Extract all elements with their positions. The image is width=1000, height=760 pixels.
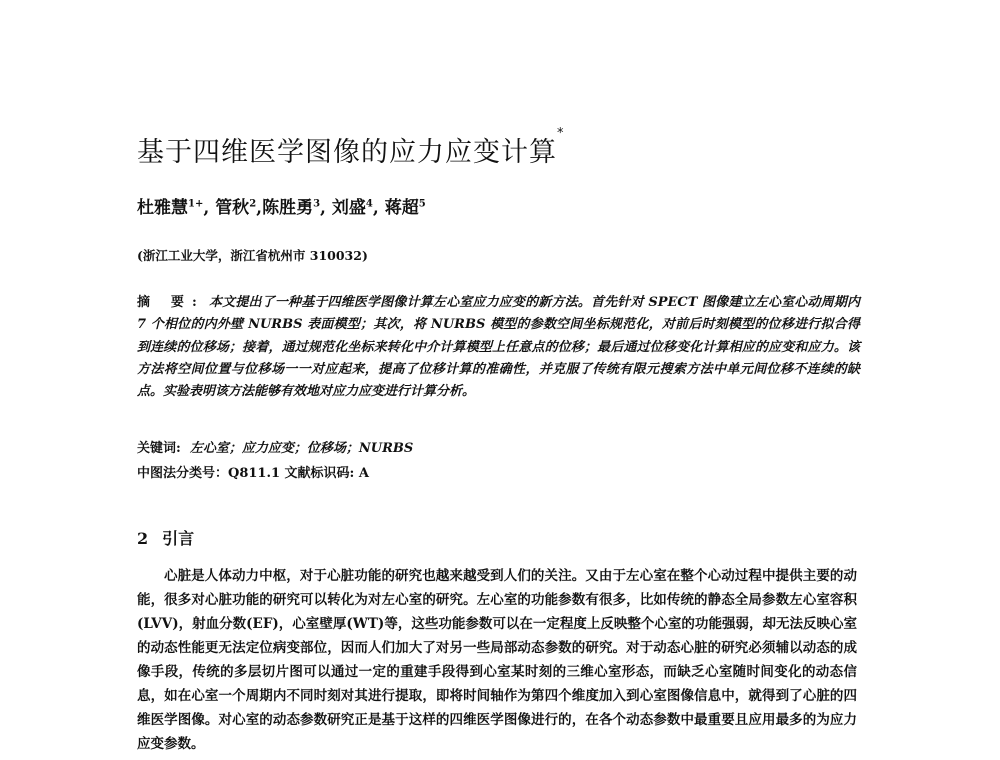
section-title: 引言 <box>162 529 195 548</box>
author-name: 杜雅慧 <box>137 198 188 218</box>
author-sup: 5 <box>418 198 426 210</box>
paper-title <box>137 126 565 169</box>
author-sup: 4 <box>365 198 373 210</box>
abstract-label: 摘 要: <box>137 295 205 310</box>
author-sup: 3 <box>313 198 321 210</box>
body-paragraph: 心脏是人体动力中枢，对于心脏功能的研究也越来越受到人们的关注。又由于左心室在整个心动过程中提供主要的动能，很多对心脏功能的研究可以转化为对左心室的研究。左心室的功能参数有很多，比如传统的静态全局参数左心室容积(LVV)，射血分数(EF)，心室壁厚(WT)等，这些功能参数可以在一定程度上反映整个心室的功能强弱，却无法反映心室的动态性能更无法定位病变部位，因而人们加大了对另一些局部动态参数的研究。对于动态心脏的研究必须辅以动态的成像手段，传统的多层切片图可以通过一定的重建手段得到心室某时刻的三维心室形态，而缺乏心室随时间变化的动态信息，如在心室一个周期内不同时刻对其进行提取，即将时间轴作为第四个维度加入到心室图像信息中，就得到了心脏的四维医学图像。对心室的动态参数研究正是基于这样的四维医学图像进行的，在各个动态参数中最重要且应用最多的为应力应变参数。 <box>137 568 857 752</box>
section-number: 2 <box>137 529 149 548</box>
section-heading <box>137 526 194 549</box>
author-sup: 1+ <box>188 198 204 210</box>
title-text: 基于四维医学图像的应力应变计算 <box>137 137 557 168</box>
keywords <box>137 437 413 456</box>
keywords-text: 左心室；应力应变；位移场；NURBS <box>189 441 414 456</box>
author-name: 蒋超 <box>384 198 419 218</box>
abstract <box>137 292 860 403</box>
title-footnote-mark: * <box>557 126 565 141</box>
author-name: 管秋 <box>215 198 250 218</box>
author-name: 陈胜勇 <box>262 198 314 218</box>
affiliation: (浙江工业大学，浙江省杭州市 310032) <box>137 248 368 263</box>
abstract-text: 本文提出了一种基于四维医学图像计算左心室应力应变的新方法。首先针对 SPECT 图像建立左心室心动周期内 7 个相位的内外壁 NURBS 表面模型；其次，将 NURBS 模型的参数空间坐标规范化，对前后时刻模型的位移进行拟合得到连续的位移场；接着，通过规范化坐标来转化中介计算模型上任意点的位移；最后通过位移变化计算相应的应变和应力。该方法将空间位置与位移场一一对应起来，提高了位移计算的准确性，并克服了传统有限元搜索方法中单元间位移不连续的缺点。实验表明该方法能够有效地对应力应变进行计算分析。 <box>137 295 860 400</box>
classification-line: 中图法分类号：Q811.1 文献标识码: A <box>137 466 369 481</box>
author-name: 刘盛 <box>331 198 366 218</box>
author-list: 杜雅慧$^{1+}$, 管秋$^2$,陈胜勇$^3$, 刘盛$^4$, 蒋超$^5$ <box>137 198 426 218</box>
author-sup: 2 <box>249 198 257 210</box>
keywords-label: 关键词: <box>137 441 181 456</box>
